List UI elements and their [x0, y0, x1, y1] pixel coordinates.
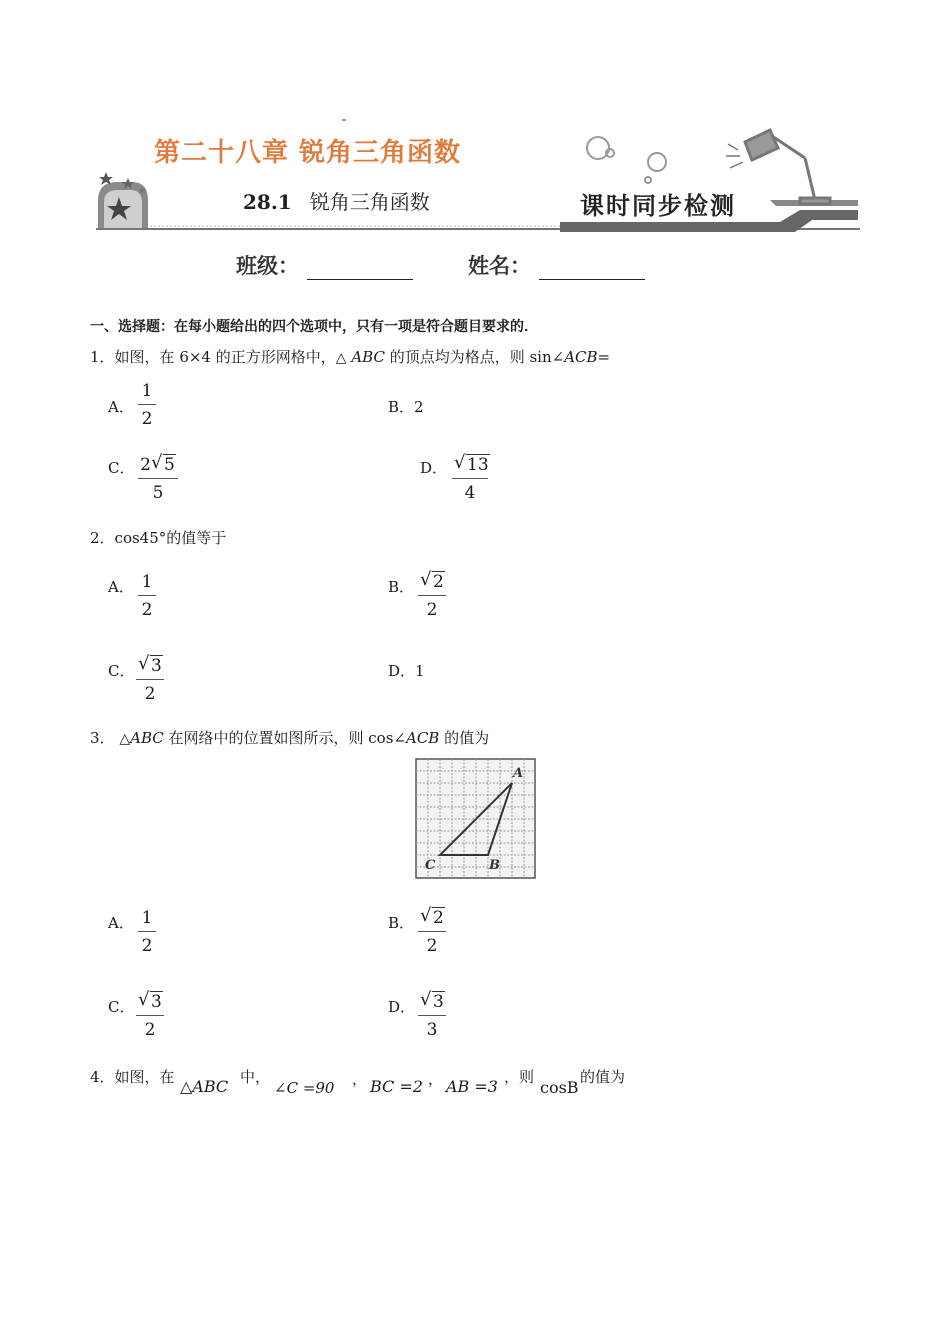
- angle-name: ACB: [564, 348, 598, 366]
- q2-option-a-value: 1 2: [138, 572, 156, 620]
- q1-option-c-label[interactable]: C．: [108, 459, 135, 477]
- q1-option-a-value: 1 2: [138, 381, 156, 429]
- question-3: 3． △ABC 在网络中的位置如图所示，则 cos∠ACB 的值为: [90, 729, 490, 747]
- desk-lamp-icon: [726, 130, 830, 204]
- class-field: [236, 250, 413, 280]
- q4-text: 的值为: [580, 1068, 626, 1086]
- q1-option-b[interactable]: B．2: [388, 398, 424, 416]
- q4-text: ，则: [504, 1068, 535, 1086]
- q2-option-d[interactable]: D．1: [388, 662, 425, 680]
- bubbles-icon: [587, 137, 666, 183]
- triangle-symbol: △: [335, 350, 347, 366]
- q4-triangle: △ABC: [180, 1077, 229, 1096]
- vertex-c-label: C: [425, 858, 436, 873]
- equals-sign: =: [597, 348, 611, 366]
- sync-label: 课时同步检测: [580, 191, 736, 220]
- question-1: [90, 346, 610, 367]
- q3-option-b-value: √ 2 2: [418, 908, 446, 956]
- q4-comma: ，: [428, 1070, 444, 1088]
- name-label: 姓名：: [468, 254, 531, 278]
- vertex-a-label: A: [513, 766, 524, 781]
- header-decoration: [0, 100, 950, 240]
- q2-option-b-value: √ 2 2: [418, 572, 446, 620]
- q4-bc: BC =2: [370, 1077, 423, 1096]
- q1-option-d-value: √ 13 4: [452, 455, 488, 503]
- q4-cosb: cosB: [540, 1078, 579, 1097]
- question-4-lead: 4．如图，在: [90, 1068, 175, 1086]
- name-blank[interactable]: [539, 259, 645, 280]
- question-text: 的顶点均为格点，则 sin∠: [384, 348, 565, 366]
- question-text: 如图，在 6×4 的正方形网格中，: [114, 348, 336, 366]
- q3-option-c-value: √ 3 2: [136, 992, 164, 1040]
- star-badge-icon: [98, 172, 148, 228]
- q3-option-d-value: √ 3 3: [418, 992, 446, 1040]
- question-2: 2．cos45°的值等于: [90, 529, 227, 547]
- vertex-b-label: B: [489, 858, 500, 873]
- q3-option-d-label[interactable]: D．: [388, 998, 416, 1016]
- q4-text: 中，: [240, 1068, 271, 1086]
- part-title: 一、选择题：在每小题给出的四个选项中，只有一项是符合题目要求的．: [90, 319, 538, 335]
- class-label: 班级：: [236, 254, 299, 278]
- q2-option-c-value: √ 3 2: [136, 656, 164, 704]
- q3-option-c-label[interactable]: C．: [108, 998, 135, 1016]
- name-field: [468, 250, 645, 280]
- q2-option-b-label[interactable]: B．: [388, 578, 415, 596]
- q2-option-c-label[interactable]: C．: [108, 662, 135, 680]
- grid-triangle-figure: [415, 758, 537, 880]
- q4-comma: ，: [352, 1070, 368, 1088]
- section-name: 锐角三角函数: [309, 190, 430, 214]
- q1-option-d-label[interactable]: D．: [420, 459, 448, 477]
- chapter-title: 第二十八章 锐角三角函数: [154, 138, 462, 168]
- section-number: 28.1: [243, 190, 292, 214]
- q3-option-a-label[interactable]: A．: [108, 914, 134, 932]
- question-number: 1．: [90, 348, 115, 366]
- q3-option-a-value: 1 2: [138, 908, 156, 956]
- section-title: [243, 186, 430, 215]
- q4-angle: ∠C =90: [274, 1079, 335, 1097]
- q1-option-a-label[interactable]: A．: [108, 398, 134, 416]
- q3-option-b-label[interactable]: B．: [388, 914, 415, 932]
- q1-option-c-value: 2√ 5 5: [138, 455, 178, 503]
- q4-ab: AB =3: [446, 1077, 498, 1096]
- class-blank[interactable]: [307, 259, 413, 280]
- triangle-name: ABC: [351, 348, 385, 366]
- q2-option-a-label[interactable]: A．: [108, 578, 134, 596]
